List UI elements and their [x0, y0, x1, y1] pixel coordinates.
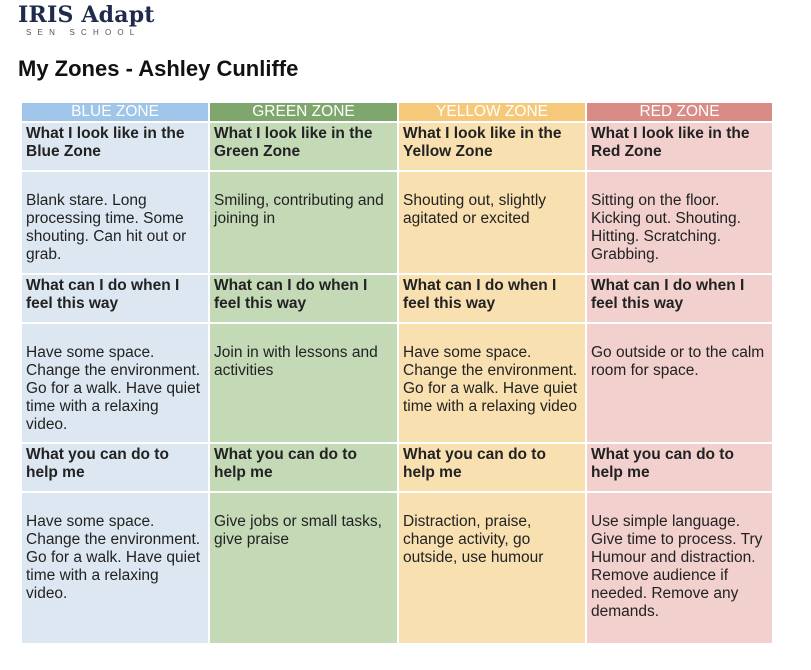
yellow-help-me-answer: Distraction, praise, change activity, go outside, use humour	[398, 492, 586, 644]
red-zone-header: RED ZONE	[586, 102, 773, 122]
green-what-can-i-do-question: What can I do when I feel this way	[209, 274, 398, 323]
logo-main-text: IRIS Adapt	[18, 2, 155, 28]
blue-what-can-i-do-answer: Have some space. Change the environment. Go for a walk. Have quiet time with a relaxing video.	[21, 323, 209, 443]
blue-help-me-question: What you can do to help me	[21, 443, 209, 492]
yellow-look-like-question: What I look like in the Yellow Zone	[398, 122, 586, 171]
blue-look-like-question: What I look like in the Blue Zone	[21, 122, 209, 171]
red-look-like-question: What I look like in the Red Zone	[586, 122, 773, 171]
yellow-help-me-question: What you can do to help me	[398, 443, 586, 492]
red-help-me-question: What you can do to help me	[586, 443, 773, 492]
green-zone-header: GREEN ZONE	[209, 102, 398, 122]
answer-row-look-like	[21, 171, 773, 274]
page-title: My Zones - Ashley Cunliffe	[18, 56, 299, 81]
red-what-can-i-do-answer: Go outside or to the calm room for space.	[586, 323, 773, 443]
question-row-what-can-i-do	[21, 274, 773, 323]
green-help-me-question: What you can do to help me	[209, 443, 398, 492]
yellow-what-can-i-do-answer: Have some space. Change the environment. Go for a walk. Have quiet time with a relaxing video	[398, 323, 586, 443]
blue-zone-header: BLUE ZONE	[21, 102, 209, 122]
answer-row-what-can-i-do	[21, 323, 773, 443]
yellow-what-can-i-do-question: What can I do when I feel this way	[398, 274, 586, 323]
blue-help-me-answer: Have some space. Change the environment. Go for a walk. Have quiet time with a relaxing video.	[21, 492, 209, 644]
green-help-me-answer: Give jobs or small tasks, give praise	[209, 492, 398, 644]
answer-row-help-me	[21, 492, 773, 644]
red-what-can-i-do-question: What can I do when I feel this way	[586, 274, 773, 323]
red-help-me-answer: Use simple language. Give time to process. Try Humour and distraction. Remove audience if needed. Remove any demands.	[586, 492, 773, 644]
logo-sub-text: SEN SCHOOL	[26, 28, 141, 37]
question-row-look-like	[21, 122, 773, 171]
blue-look-like-answer: Blank stare. Long processing time. Some shouting. Can hit out or grab.	[21, 171, 209, 274]
yellow-zone-header: YELLOW ZONE	[398, 102, 586, 122]
yellow-look-like-answer: Shouting out, slightly agitated or excited	[398, 171, 586, 274]
green-what-can-i-do-answer: Join in with lessons and activities	[209, 323, 398, 443]
red-look-like-answer: Sitting on the floor. Kicking out. Shouting. Hitting. Scratching. Grabbing.	[586, 171, 773, 274]
blue-what-can-i-do-question: What can I do when I feel this way	[21, 274, 209, 323]
zones-table	[20, 101, 774, 645]
green-look-like-answer: Smiling, contributing and joining in	[209, 171, 398, 274]
green-look-like-question: What I look like in the Green Zone	[209, 122, 398, 171]
question-row-help-me	[21, 443, 773, 492]
zone-header-row	[21, 102, 773, 122]
school-logo	[18, 2, 155, 38]
